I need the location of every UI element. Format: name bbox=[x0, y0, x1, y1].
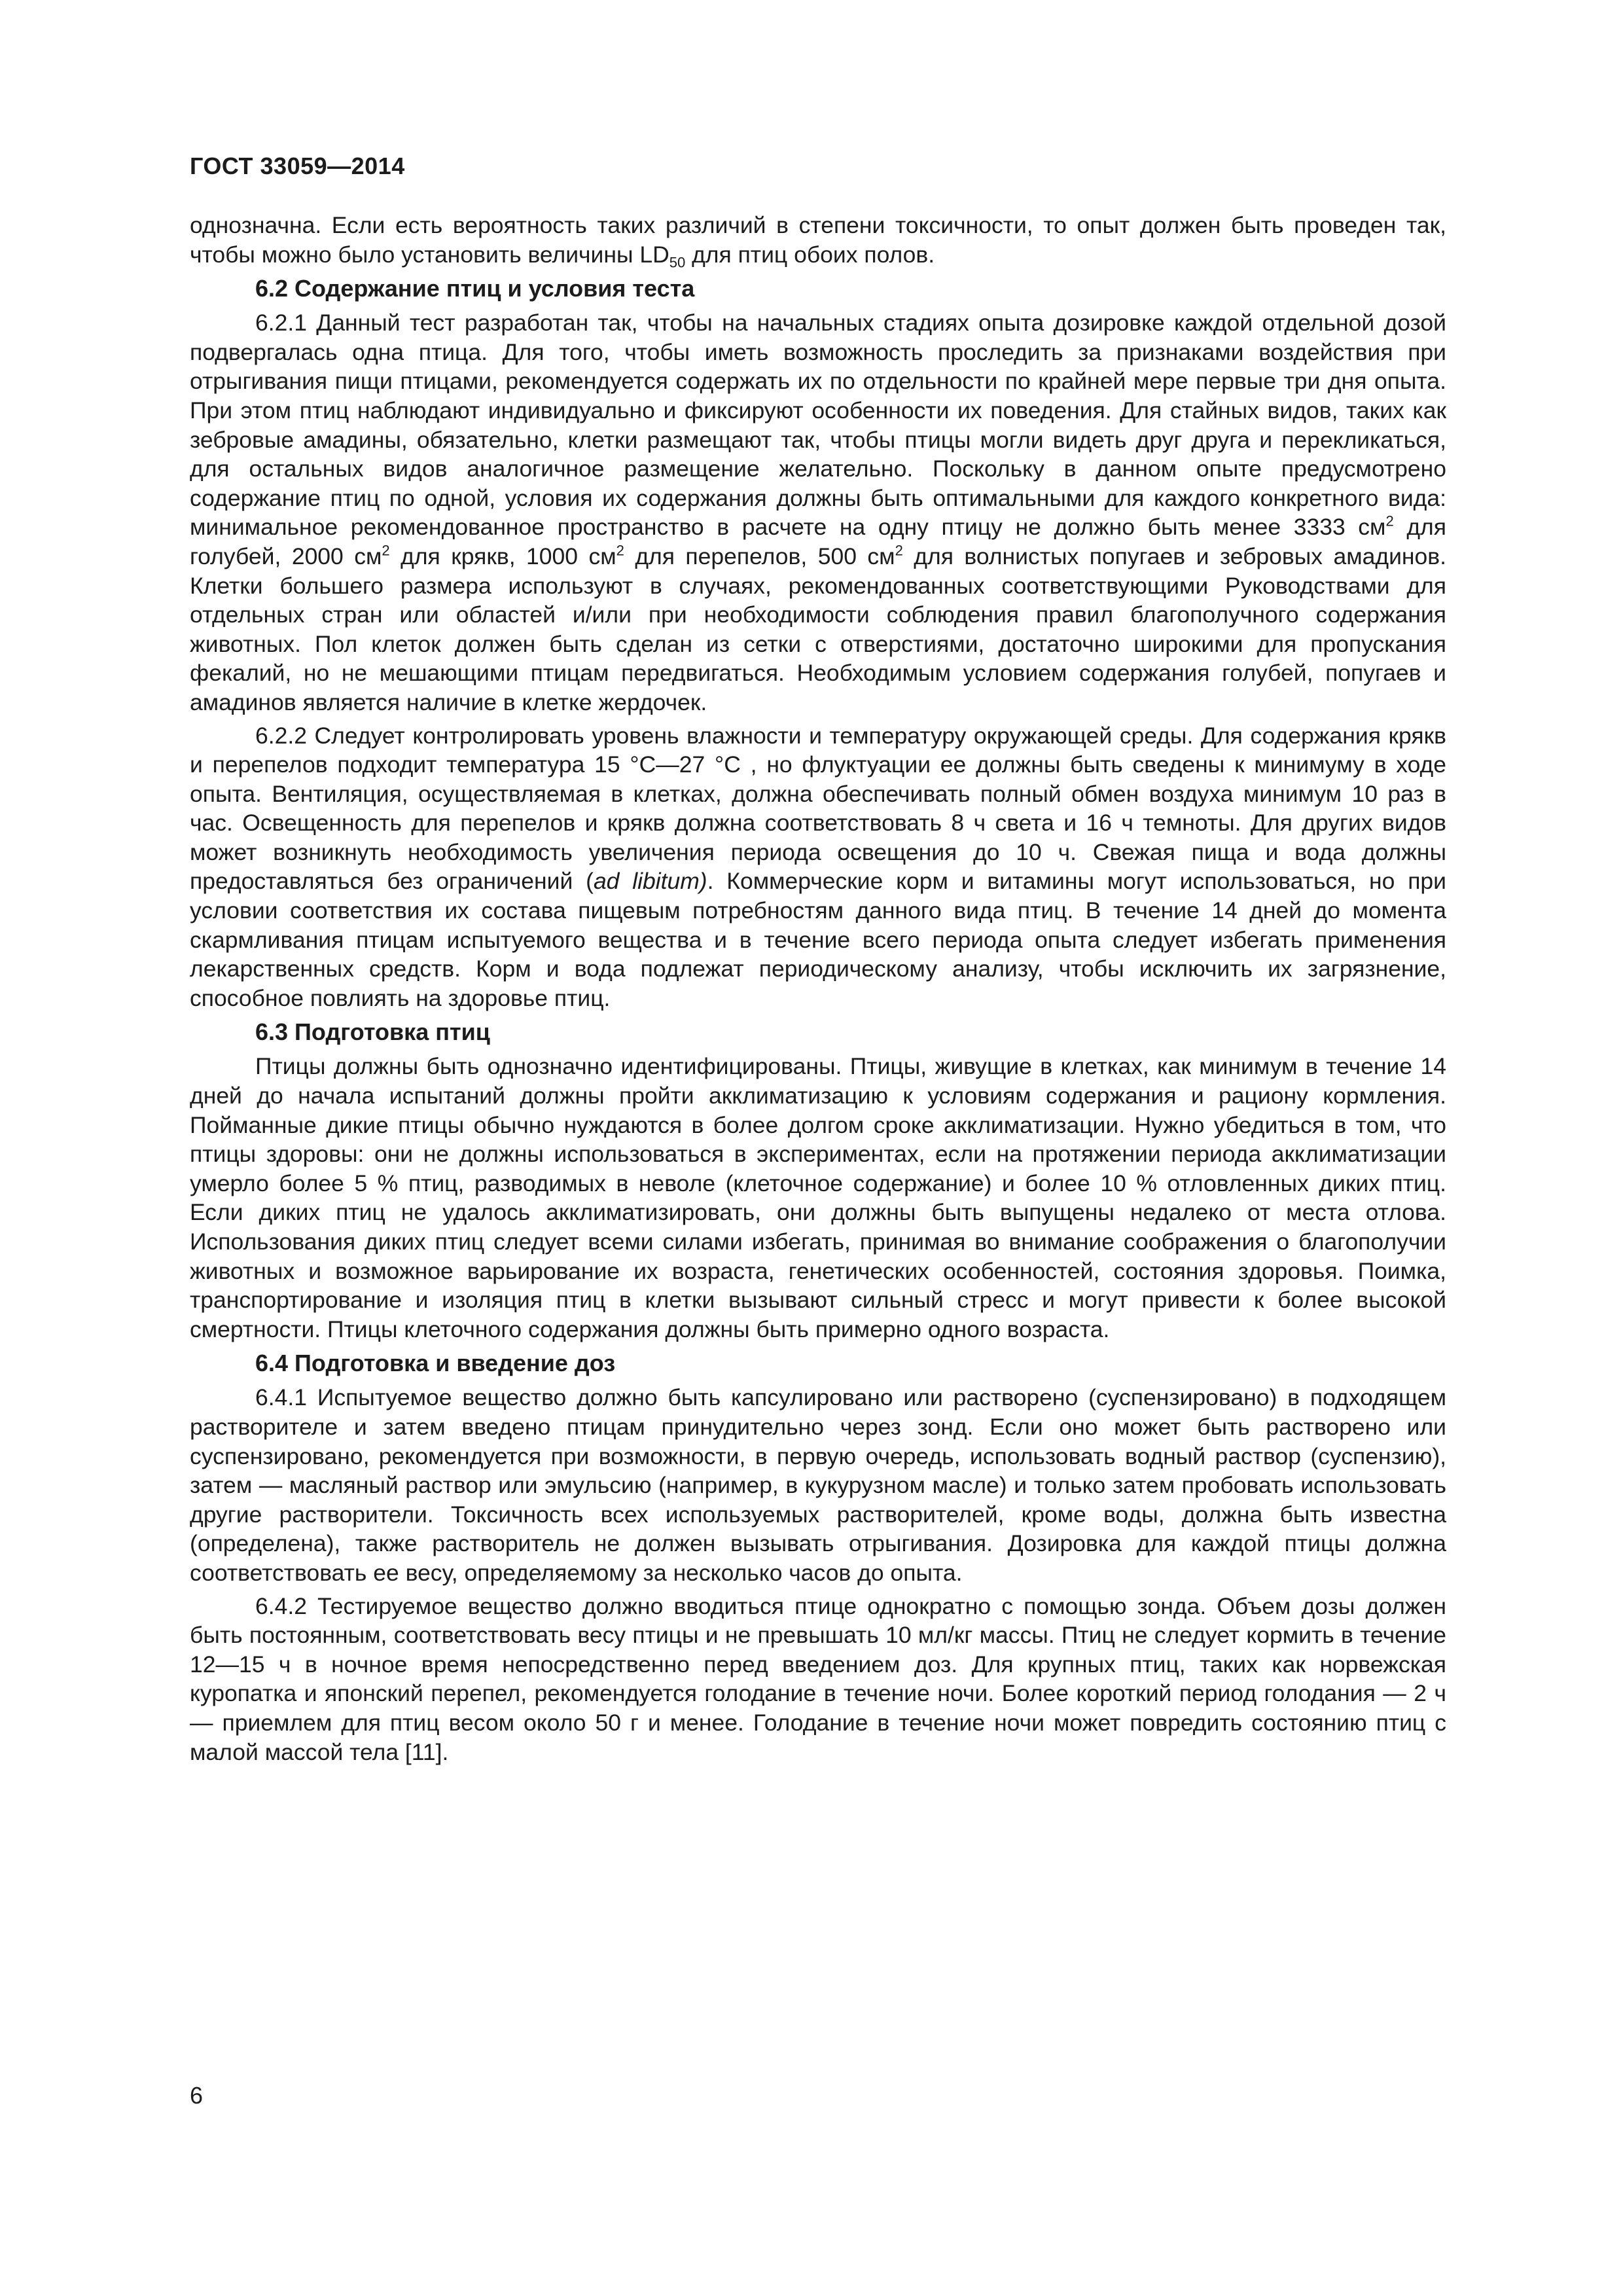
p621-part-a: 6.2.1 Данный тест разработан так, чтобы на начальных стадиях опыта дозировке каждой отдельной дозой подвергалась одна птица. Для того, чтобы иметь возможность проследить за признаками воздействия при отрыгивания пищи птицами, рекомендуется содержать их по отдельности по крайней мере первые три дня опыта. При этом птиц наблюдают индивидуально и фиксируют особенности их поведения. Для стайных видов, таких как зебровые амадины, обязательно, клетки размещают так, чтобы птицы могли видеть друг друга и перекликаться, для остальных видов аналогичное размещение желательно. Поскольку в данном опыте предусмотрено содержание птиц по одной, условия их содержания должны быть оптимальными для каждого конкретного вида: минимальное рекомендованное пространство в расчете на одну птицу не должно быть менее 3333 см bbox=[190, 310, 1446, 541]
p621-sup-4: 2 bbox=[895, 542, 903, 559]
section-6-4-heading: 6.4 Подготовка и введение доз bbox=[255, 1350, 616, 1377]
section-6-3-heading: 6.3 Подготовка птиц bbox=[255, 1018, 490, 1046]
intro-text: однозначна. Если есть вероятность таких различий в степени токсичности, то опыт должен быть проведен так, чтобы можно было установить величины LD bbox=[190, 212, 1446, 268]
p621-sup-2: 2 bbox=[382, 542, 390, 559]
paragraph-6-3: Птицы должны быть однозначно идентифицированы. Птицы, живущие в клетках, как минимум в течение 14 дней до начала испытаний должны пройти акклиматизацию к условиям содержания и рациону кормления. Пойманные дикие птицы обычно нуждаются в более долгом сроке акклиматизации. Нужно убедиться в том, что птицы здоровы: они не должны использоваться в экспериментах, если на протяжении периода акклиматизации умерло более 5 % птиц, разводимых в неволе (клеточное содержание) и более 10 % отловленных диких птиц. Если диких птиц не удалось акклиматизировать, они должны быть выпущены недалеко от места отлова. Использования диких птиц следует всеми силами избегать, принимая во внимание соображения о благополучии животных и возможное варьирование их возраста, генетических особенностей, состояния здоровья. Поимка, транспортирование и изоляция птиц в клетки вызывают сильный стресс и могут привести к более высокой смертности. Птицы клеточного содержания должны быть примерно одного возраста. bbox=[190, 1053, 1446, 1342]
page-number: 6 bbox=[190, 2082, 204, 2109]
p622-part-a: 6.2.2 Следует контролировать уровень влажности и температуру окружающей среды. Для содержания крякв и перепелов подходит температура 15 °С—27 °С , но флуктуации ее должны быть сведены к минимуму в ходе опыта. Вентиляция, осуществляемая в клетках, должна обеспечивать полный обмен воздуха минимум 10 раз в час. Освещенность для перепелов и крякв должна соответствовать 8 ч света и 16 ч темноты. Для других видов может возникнуть необходимость увеличения периода освещения до 10 ч. Свежая пища и вода должны предоставляться без ограничений ( bbox=[190, 722, 1446, 895]
p621-part-d: для перепелов, 500 см bbox=[624, 543, 895, 569]
p621-part-b: для голубей, 2000 см bbox=[190, 514, 1446, 569]
p621-sup-3: 2 bbox=[616, 542, 624, 559]
p621-part-e: для волнистых попугаев и зебровых амадинов. Клетки большего размера используют в случаях, рекомендованных соответствующими Руководствами для отдельных стран или областей и/или при необходимости соблюдения правил благополучного содержания животных. Пол клеток должен быть сделан из сетки с отверстиями, достаточно широкими для пропускания фекалий, но не мешающими птицам передвигаться. Необходимым условием содержания голубей, попугаев и амадинов является наличие в клетке жердочек. bbox=[190, 543, 1447, 715]
document-body bbox=[190, 211, 1446, 1770]
document-page bbox=[190, 0, 1446, 2296]
paragraph-6-2-1 bbox=[190, 308, 1446, 717]
section-6-2-heading: 6.2 Содержание птиц и условия теста bbox=[255, 275, 695, 302]
intro-paragraph bbox=[190, 211, 1446, 269]
paragraph-6-2-2 bbox=[190, 721, 1446, 1013]
p621-part-c: для крякв, 1000 см bbox=[389, 543, 616, 569]
p621-sup-1: 2 bbox=[1385, 512, 1394, 529]
p622-italic: ad libitum) bbox=[593, 868, 707, 895]
intro-subscript: 50 bbox=[669, 254, 686, 271]
intro-tail: для птиц обоих полов. bbox=[685, 241, 935, 268]
p622-part-b: . Коммерческие корм и витамины могут использоваться, но при условии соответствия их состава пищевым потребностям данного вида птиц. В течение 14 дней до момента скармливания птицам испытуемого вещества и в течение всего периода опыта следует избегать применения лекарственных средств. Корм и вода подлежат периодическому анализу, чтобы исключить их загрязнение, способное повлиять на здоровье птиц. bbox=[190, 868, 1446, 1011]
paragraph-6-4-1: 6.4.1 Испытуемое вещество должно быть капсулировано или растворено (суспензировано) в подходящем растворителе и затем введено птицам принудительно через зонд. Если оно может быть растворено или суспензировано, рекомендуется при возможности, в первую очередь, использовать водный раствор (суспензию), затем — масляный раствор или эмульсию (например, в кукурузном масле) и только затем пробовать использовать другие растворители. Токсичность всех используемых растворителей, кроме воды, должна быть известна (определена), также растворитель не должен вызывать отрыгивания. Дозировка для каждой птицы должна соответствовать ее весу, определяемому за несколько часов до опыта. bbox=[190, 1384, 1446, 1586]
document-id-header: ГОСТ 33059—2014 bbox=[190, 152, 405, 179]
paragraph-6-4-2: 6.4.2 Тестируемое вещество должно вводиться птице однократно с помощью зонда. Объем дозы должен быть постоянным, соответствовать весу птицы и не превышать 10 мл/кг массы. Птиц не следует кормить в течение 12—15 ч в ночное время непосредственно перед введением доз. Для крупных птиц, таких как норвежская куропатка и японский перепел, рекомендуется голодание в течение ночи. Более короткий период голодания — 2 ч — приемлем для птиц весом около 50 г и менее. Голодание в течение ночи может повредить состоянию птиц с малой массой тела [11]. bbox=[190, 1592, 1446, 1765]
